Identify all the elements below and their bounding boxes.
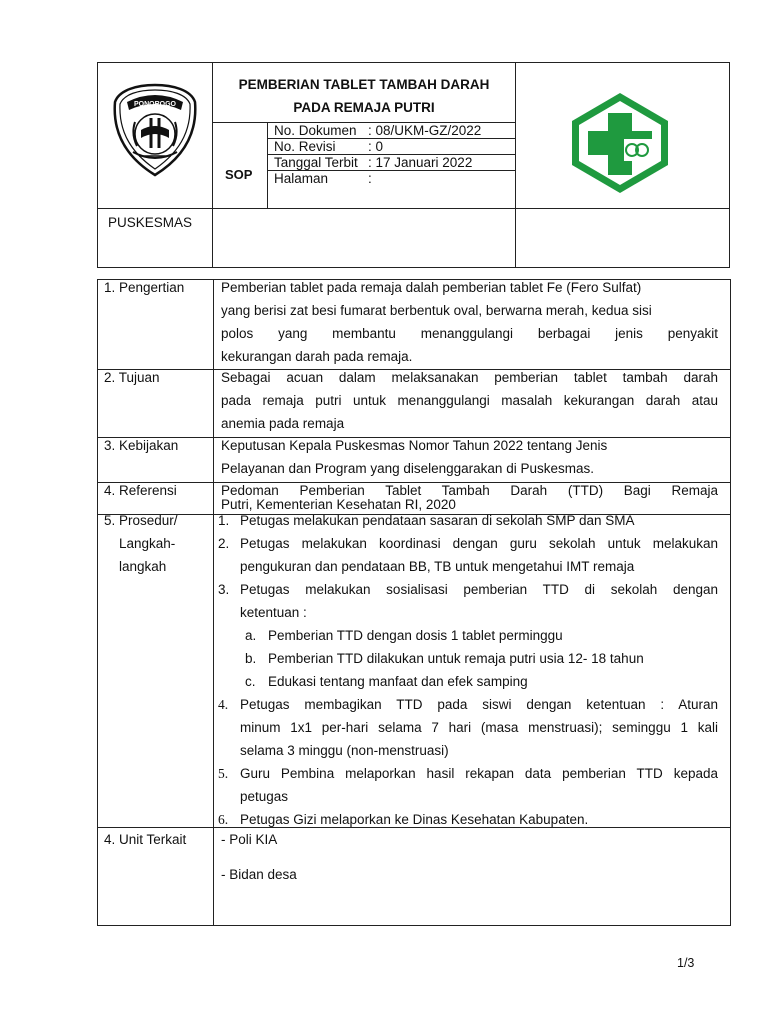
meta-value: : 08/UKM-GZ/2022 xyxy=(368,123,482,138)
section-label-tujuan: 2. Tujuan xyxy=(104,370,160,385)
unit-item: - Poli KIA xyxy=(221,832,278,847)
puskesmas-logo xyxy=(568,91,672,195)
meta-value: : 17 Januari 2022 xyxy=(368,155,473,170)
page-number: 1/3 xyxy=(677,956,695,970)
step-line: Petugas Gizi melaporkan ke Dinas Kesehatan Kabupaten. xyxy=(240,812,589,827)
step-line: Petugas melakukan pendataan sasaran di sekolah SMP dan SMA xyxy=(240,513,635,528)
label-line: 5. Prosedur/ xyxy=(104,513,178,528)
meta-key: No. Dokumen xyxy=(274,123,357,138)
text-line: pada remaja putri untuk menanggulangi masalah kekurangan darah atau xyxy=(221,393,718,408)
step-line: pengukuran dan pendataan BB, TB untuk mengetahui IMT remaja xyxy=(240,559,635,574)
procedure-step xyxy=(216,578,718,624)
text-line: yang berisi zat besi fumarat berbentuk oval, berwarna merah, kedua sisi xyxy=(221,303,652,318)
step-line: Pemberian TTD dengan dosis 1 tablet perminggu xyxy=(268,628,563,643)
meta-value: : xyxy=(368,171,372,186)
step-number: 5. xyxy=(218,766,229,781)
step-line: Petugas melakukan sosialisasi pemberian TTD di sekolah dengan xyxy=(240,582,718,597)
text-line: Pedoman Pemberian Tablet Tambah Darah (TTD) Bagi Remaja xyxy=(221,483,718,498)
procedure-step xyxy=(216,532,718,578)
sop-label: SOP xyxy=(225,167,253,182)
substep-letter: c. xyxy=(245,674,256,689)
meta-key: No. Revisi xyxy=(274,139,336,154)
meta-row-halaman xyxy=(274,171,372,186)
divider xyxy=(213,279,214,926)
divider xyxy=(515,62,516,268)
divider xyxy=(97,208,730,209)
section-label-referensi: 4. Referensi xyxy=(104,483,177,498)
step-number: 3. xyxy=(218,582,230,597)
organization-label: PUSKESMAS xyxy=(108,215,193,230)
document-title-line1: PEMBERIAN TABLET TAMBAH DARAH xyxy=(238,77,490,92)
meta-row-tanggal xyxy=(274,155,472,170)
section-text-pengertian xyxy=(221,276,718,368)
section-text-kebijakan xyxy=(221,434,718,480)
step-line: Guru Pembina melaporkan hasil rekapan data pemberian TTD kepada xyxy=(240,766,718,781)
step-number: 6. xyxy=(218,812,229,827)
step-line: petugas xyxy=(240,789,289,804)
step-number: 4. xyxy=(218,697,229,712)
text-line: Sebagai acuan dalam melaksanakan pemberian tablet tambah darah xyxy=(221,370,718,385)
text-line: Putri, Kementerian Kesehatan RI, 2020 xyxy=(221,497,456,512)
label-line: langkah xyxy=(119,559,167,574)
step-number: 2. xyxy=(218,536,230,551)
section-label-prosedur xyxy=(104,509,178,578)
procedure-substep xyxy=(216,624,718,647)
step-line: ketentuan : xyxy=(240,605,307,620)
step-line: Petugas melakukan koordinasi dengan guru sekolah untuk melakukan xyxy=(240,536,718,551)
section-text-referensi xyxy=(221,484,718,512)
procedure-substep xyxy=(216,670,718,693)
step-line: Pemberian TTD dilakukan untuk remaja putri usia 12- 18 tahun xyxy=(268,651,644,666)
step-line: selama 3 minggu (non-menstruasi) xyxy=(240,743,449,758)
text-line: polos yang membantu menanggulangi berbagai jenis penyakit xyxy=(221,326,718,341)
text-line: Pelayanan dan Program yang diselenggarakan di Puskesmas. xyxy=(221,461,594,476)
meta-row-revisi xyxy=(274,139,383,154)
emblem-text: PONOROGO xyxy=(133,101,177,108)
substep-letter: b. xyxy=(245,651,257,666)
procedure-step xyxy=(216,762,718,808)
text-line: kekurangan darah pada remaja. xyxy=(221,349,413,364)
meta-key: Tanggal Terbit xyxy=(274,155,358,170)
step-line: Petugas membagikan TTD pada siswi dengan ketentuan : Aturan xyxy=(240,697,718,712)
meta-value: : 0 xyxy=(368,139,384,154)
document-title-line2: PADA REMAJA PUTRI xyxy=(293,100,435,115)
meta-row-dokumen xyxy=(274,123,481,138)
label-line: Langkah- xyxy=(119,536,176,551)
text-line: anemia pada remaja xyxy=(221,416,345,431)
regency-emblem-logo xyxy=(111,82,199,178)
unit-item: - Bidan desa xyxy=(221,867,297,882)
text-line: Pemberian tablet pada remaja dalah pemberian tablet Fe (Fero Sulfat) xyxy=(221,280,642,295)
section-label-kebijakan: 3. Kebijakan xyxy=(104,438,179,453)
procedure-step xyxy=(216,509,718,532)
divider xyxy=(212,62,213,268)
text-line: Keputusan Kepala Puskesmas Nomor Tahun 2022 tentang Jenis xyxy=(221,438,608,453)
step-number: 1. xyxy=(218,513,230,528)
section-label-unit-terkait: 4. Unit Terkait xyxy=(104,832,187,847)
step-line: Edukasi tentang manfaat dan efek samping xyxy=(268,674,528,689)
substep-letter: a. xyxy=(245,628,257,643)
meta-key: Halaman xyxy=(274,171,329,186)
step-line: minum 1x1 per-hari selama 7 hari (masa menstruasi); seminggu 1 kali xyxy=(240,720,718,735)
procedure-step xyxy=(216,693,718,762)
divider xyxy=(267,122,268,208)
procedure-steps xyxy=(216,509,718,831)
procedure-substep xyxy=(216,647,718,670)
section-label-pengertian: 1. Pengertian xyxy=(104,280,185,295)
section-text-tujuan xyxy=(221,366,718,435)
